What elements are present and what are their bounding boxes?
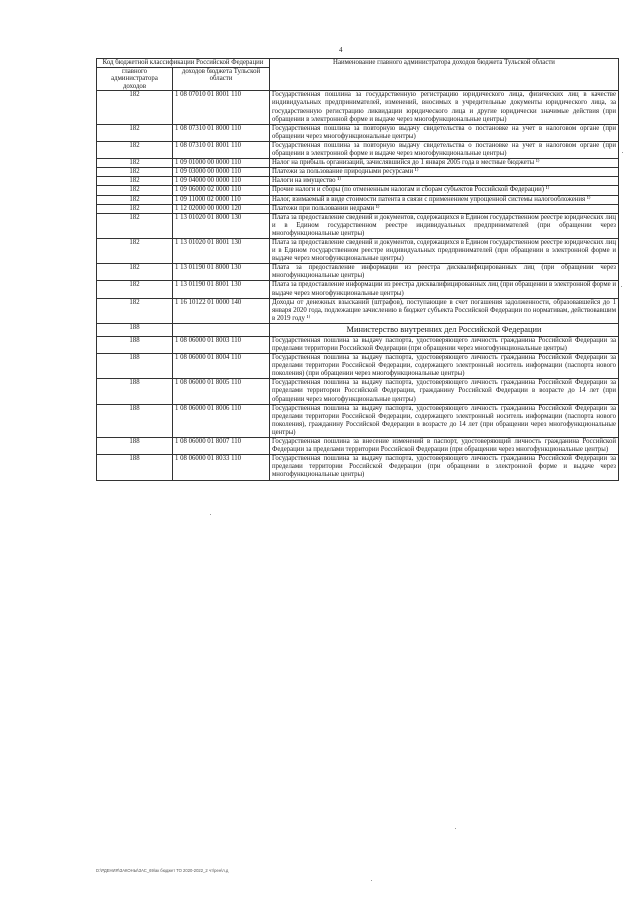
admin-code-cell: 182 [97,213,173,238]
admin-code-cell: 182 [97,298,173,323]
table-row [97,455,619,480]
scan-speck [210,514,211,515]
income-name-cell: Государственная пошлина за выдачу паспорта, удостоверяющего личность гражданина Российской Федерации за пределами территории Российской Федерации, гражданину Российской Федерации в возрасте до 14 лет (при обращении через многофункциональные центры) [270,379,619,404]
income-name-cell: Государственная пошлина за государственную регистрацию юридического лица, физических лиц в качестве индивидуальных предпринимателей, изменений, вносимых в учредительные документы юридического лица, за государственную регистрацию ликвидации юридического лица и другие юридически значимые действия (при обращении в электронной форме и выдаче через многофункциональные центры) [270,91,619,124]
admin-code-cell: 188 [97,336,173,353]
income-name-cell: Государственная пошлина за выдачу паспорта, удостоверяющего личность гражданина Российской Федерации за пределами территории Российской Федерации, содержащего электронный носитель информации (паспорта нового поколения) (при обращении через многофункциональные центры) [270,354,619,379]
admin-code-cell: 188 [97,323,173,336]
table-row [97,298,619,323]
admin-code-cell: 182 [97,195,173,204]
admin-code-cell: 182 [97,177,173,186]
income-code-cell: 1 13 01190 01 8000 130 [173,264,270,281]
budget-classification-table [96,58,619,481]
admin-code-cell: 188 [97,354,173,379]
income-name-cell: Плата за предоставление сведений и документов, содержащихся в Едином государственном реестре юридических лиц и в Едином государственном реестре индивидуальных предпринимателей (при обращении через многофункциональные центры) [270,213,619,238]
table-row [97,204,619,213]
income-code-cell: 1 13 01020 01 8000 130 [173,213,270,238]
income-code-cell: 1 08 06000 01 8007 110 [173,438,270,455]
income-name-cell: Государственная пошлина за повторную выдачу свидетельства о постановке на учет в налоговом органе (при обращении через многофункциональные центры) [270,124,619,141]
income-code-cell: 1 09 06000 02 0000 110 [173,186,270,195]
column-group-header: Код бюджетной классификации Российской Федерации [97,59,270,68]
admin-code-cell: 182 [97,281,173,298]
income-name-cell: Плата за предоставление информации из реестра дисквалифицированных лиц (при обращении через многофункциональные центры) [270,264,619,281]
income-name-cell: Прочие налоги и сборы (по отмененным налогам и сборам субъектов Российской Федерации) ¹⁾ [270,186,619,195]
income-name-cell: Государственная пошлина за внесение изменений в паспорт, удостоверяющий личность гражданина Российской Федерации за пределами территории Российской Федерации (при обращении через многофункциональные центры) [270,438,619,455]
income-code-cell [173,323,270,336]
admin-code-cell: 182 [97,168,173,177]
admin-code-cell: 182 [97,264,173,281]
income-name-cell: Государственная пошлина за выдачу паспорта, удостоверяющего личность гражданина Российской Федерации за пределами территории Российской Федерации, содержащего электронный носитель информации (паспорта нового поколения), гражданину Российской Федерации в возрасте до 14 лет (при обращении через многофункциональные центры) [270,404,619,437]
income-code-cell: 1 08 07310 01 8001 110 [173,141,270,158]
file-path-footer: D:\РДЕНИЯ\ЗАКОНЫ\ЗАС_69\ак бюджет ТО 2020-2022_2 чт\рен\л.д [96,868,229,873]
income-name-cell: Налог на прибыль организаций, зачислявшийся до 1 января 2005 года в местные бюджеты ¹⁾ [270,159,619,168]
column-header-income: доходов бюджета Тульской области [173,67,270,91]
page-number: 4 [339,46,343,54]
income-code-cell: 1 08 07310 01 8000 110 [173,124,270,141]
scan-speck [371,880,372,881]
income-code-cell: 1 08 07010 01 8001 110 [173,91,270,124]
admin-code-cell: 188 [97,404,173,437]
income-code-cell: 1 08 06000 01 8003 110 [173,336,270,353]
ministry-name-cell: Министерство внутренних дел Российской Федерации [270,323,619,336]
admin-code-cell: 188 [97,379,173,404]
admin-code-cell: 182 [97,159,173,168]
section-row [97,323,619,336]
scan-speck [622,152,623,153]
table-row [97,264,619,281]
income-code-cell: 1 16 10122 01 0000 140 [173,298,270,323]
table-row [97,238,619,263]
income-code-cell: 1 12 02000 00 0000 120 [173,204,270,213]
column-header-name: Наименование главного администратора доходов бюджета Тульской области [270,59,619,91]
income-name-cell: Налог, взимаемый в виде стоимости патента в связи с применением упрощенной системы налогообложения ¹⁾ [270,195,619,204]
income-code-cell: 1 13 01190 01 8001 130 [173,281,270,298]
table-row [97,379,619,404]
table-row [97,354,619,379]
table-body [97,91,619,480]
table-row [97,336,619,353]
income-name-cell: Доходы от денежных взысканий (штрафов), поступающие в счет погашения задолженности, образовавшейся до 1 января 2020 года, подлежащие зачислению в бюджет субъекта Российской Федерации по нормативам, действовавшим в 2019 году ¹⁾ [270,298,619,323]
table-row [97,404,619,437]
income-code-cell: 1 09 04000 00 0000 110 [173,177,270,186]
income-name-cell: Государственная пошлина за выдачу паспорта, удостоверяющего личность гражданина Российской Федерации за пределами территории Российской Федерации (при обращении через многофункциональные центры) [270,336,619,353]
admin-code-cell: 182 [97,141,173,158]
admin-code-cell: 182 [97,238,173,263]
income-code-cell: 1 08 06000 01 8033 110 [173,455,270,480]
table-row [97,168,619,177]
table-row [97,177,619,186]
income-name-cell: Государственная пошлина за выдачу паспорта, удостоверяющего личность гражданина Российской Федерации за пределами территории Российской Федерации (при обращении в электронной форме и выдаче через многофункциональные центры) [270,455,619,480]
admin-code-cell: 182 [97,186,173,195]
scan-speck [455,828,456,829]
income-name-cell: Налоги на имущество ¹⁾ [270,177,619,186]
admin-code-cell: 182 [97,91,173,124]
admin-code-cell: 182 [97,124,173,141]
table-row [97,141,619,158]
table-row [97,91,619,124]
income-code-cell: 1 08 06000 01 8005 110 [173,379,270,404]
income-code-cell: 1 08 06000 01 8006 110 [173,404,270,437]
scan-speck [621,286,622,287]
income-code-cell: 1 09 03000 00 0000 110 [173,168,270,177]
table-row [97,159,619,168]
table-row [97,195,619,204]
table-row [97,438,619,455]
table-row [97,186,619,195]
income-code-cell: 1 13 01020 01 8001 130 [173,238,270,263]
admin-code-cell: 188 [97,455,173,480]
income-name-cell: Государственная пошлина за повторную выдачу свидетельства о постановке на учет в налоговом органе (при обращении в электронной форме и выдаче через многофункциональные центры) [270,141,619,158]
income-name-cell: Плата за предоставление сведений и документов, содержащихся в Едином государственном реестре юридических лиц и в Едином государственном реестре индивидуальных предпринимателей (при обращении в электронной форме и выдаче через многофункциональные центры) [270,238,619,263]
income-code-cell: 1 09 11000 02 0000 110 [173,195,270,204]
admin-code-cell: 182 [97,204,173,213]
income-name-cell: Плата за предоставление информации из реестра дисквалифицированных лиц (при обращении в электронной форме и выдаче через многофункциональные центры) [270,281,619,298]
admin-code-cell: 188 [97,438,173,455]
table-row [97,213,619,238]
income-code-cell: 1 08 06000 01 8004 110 [173,354,270,379]
column-header-admin: главного администратора доходов [97,67,173,91]
income-name-cell: Платежи за пользование природными ресурсами ¹⁾ [270,168,619,177]
table-row [97,124,619,141]
income-name-cell: Платежи при пользовании недрами ¹⁾ [270,204,619,213]
table-row [97,281,619,298]
income-code-cell: 1 09 01000 00 0000 110 [173,159,270,168]
